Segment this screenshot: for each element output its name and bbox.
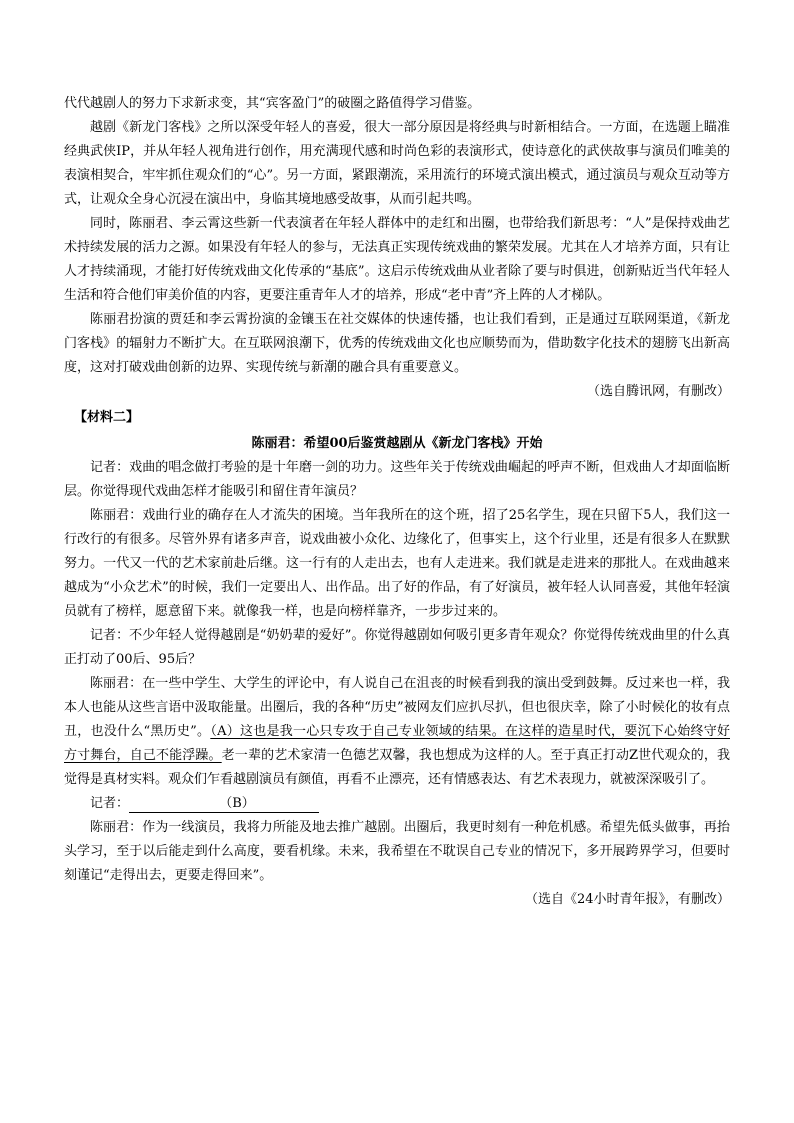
answer-2-text-after: 老一辈的艺术家清一色德艺双馨，我也想成为这样的人。至于真正打动Z世代观众的，我觉得是真材实料。观众们乍看越剧演员有颜值，再看不止漂亮，还有情感表达、有艺术表现力，就被深深吸引了。 <box>64 748 730 787</box>
interview-question-3 <box>64 792 730 816</box>
paragraph-classic-meets-new: 越剧《新龙门客栈》之所以深受年轻人的喜爱，很大一部分原因是将经典与时新相结合。一方面，在选题上瞄准经典武侠IP，并从年轻人视角进行创作，用充满现代感和时尚色彩的表演形式，使诗意化的武侠故事与演员们唯美的表演相契合，牢牢抓住观众们的“心”。另一方面，紧跟潮流，采用流行的环境式演出模式，通过演员与观众互动等方式，让观众全身心沉浸在演出中，身临其境地感受故事，从而引起共鸣。 <box>64 120 730 207</box>
underlined-sentence-a: （A）这也是我一心只专攻于自己专业领域的结果。在这样的造星时代，要沉下心始终守好方寸舞台，自己不能浮躁。 <box>64 724 730 763</box>
interview-answer-1: 陈丽君：戏曲行业的确存在人才流失的困境。当年我所在的这个班，招了25名学生，现在只留下5人，我们这一行改行的有很多。尽管外界有诸多声音，说戏曲被小众化、边缘化了，但事实上，这个行业里，还是有很多人在默默努力。一代又一代的艺术家前赴后继。这一行有的人走出去，也有人走进来。我们就是走进来的那批人。在戏曲越来越成为“小众艺术”的时候，我们一定要出人、出作品。出了好的作品，有了好演员，被年轻人认同喜爱，其他年轻演员就有了榜样，愿意留下来。就像我一样，也是向榜样靠齐，一步步过来的。 <box>64 508 730 619</box>
source-citation-youth-daily: （选自《24小时青年报》，有删改） <box>524 892 730 907</box>
paragraph-internet-spread: 陈丽君扮演的贾廷和李云霄扮演的金镶玉在社交媒体的快速传播，也让我们看到，正是通过互联网渠道，《新龙门客栈》的辐射力不断扩大。在互联网浪潮下，优秀的传统戏曲文化也应顺势而为，借助数字化技术的翅膀飞出新高度，这对打破戏曲创新的边界、实现传统与新潮的融合具有重要意义。 <box>64 312 730 375</box>
source-citation-tencent: （选自腾讯网，有删改） <box>586 384 730 399</box>
fill-in-blank-b: （B） <box>129 796 319 813</box>
interview-answer-3: 陈丽君：作为一线演员，我将力所能及地去推广越剧。出圈后，我更时刻有一种危机感。希望先低头做事，再抬头学习，至于以后能走到什么高度，要看机缘。未来，我希望在不耽误自己专业的情况下，多开展跨界学习，但要时刻谨记“走得出去，更要走得回来”。 <box>64 820 730 883</box>
paragraph-continuation: 代代越剧人的努力下求新求变，其“宾客盈门”的破圈之路值得学习借鉴。 <box>64 96 481 111</box>
interview-title: 陈丽君：希望00后鉴赏越剧从《新龙门客栈》开始 <box>251 436 543 451</box>
interview-question-1: 记者：戏曲的唱念做打考验的是十年磨一剑的功力。这些年关于传统戏曲崛起的呼声不断，但戏曲人才却面临断层。你觉得现代戏曲怎样才能吸引和留住青年演员？ <box>64 460 730 499</box>
text-column <box>64 92 730 912</box>
interview-question-2: 记者：不少年轻人觉得越剧是“奶奶辈的爱好”。你觉得越剧如何吸引更多青年观众？你觉得传统戏曲里的什么真正打动了00后、95后？ <box>64 628 730 667</box>
answer-2-text-before: 陈丽君：在一些中学生、大学生的评论中，有人说自己在沮丧的时候看到我的演出受到鼓舞。反过来也一样，我本人也能从这些言语中汲取能量。出圈后，我的各种“历史”被网友们应扒尽扒，但也很庆幸，除了小时候化的妆有点丑，也没什么“黑历史”。 <box>64 676 730 739</box>
question-3-prefix: 记者： <box>90 796 130 811</box>
interview-answer-2 <box>64 672 730 792</box>
paragraph-talent-cultivation: 同时，陈丽君、李云霄这些新一代表演者在年轻人群体中的走红和出圈，也带给我们新思考：“人”是保持戏曲艺术持续发展的活力之源。如果没有年轻人的参与，无法真正实现传统戏曲的繁荣发展。尤其在人才培养方面，只有让人才持续涌现，才能打好传统戏曲文化传承的“基底”。这启示传统戏曲从业者除了要与时俱进，创新贴近当代年轻人生活和符合他们审美价值的内容，更要注重青年人才的培养，形成“老中青”齐上阵的人才梯队。 <box>64 216 730 303</box>
material-two-label: 【材料二】 <box>74 410 140 425</box>
